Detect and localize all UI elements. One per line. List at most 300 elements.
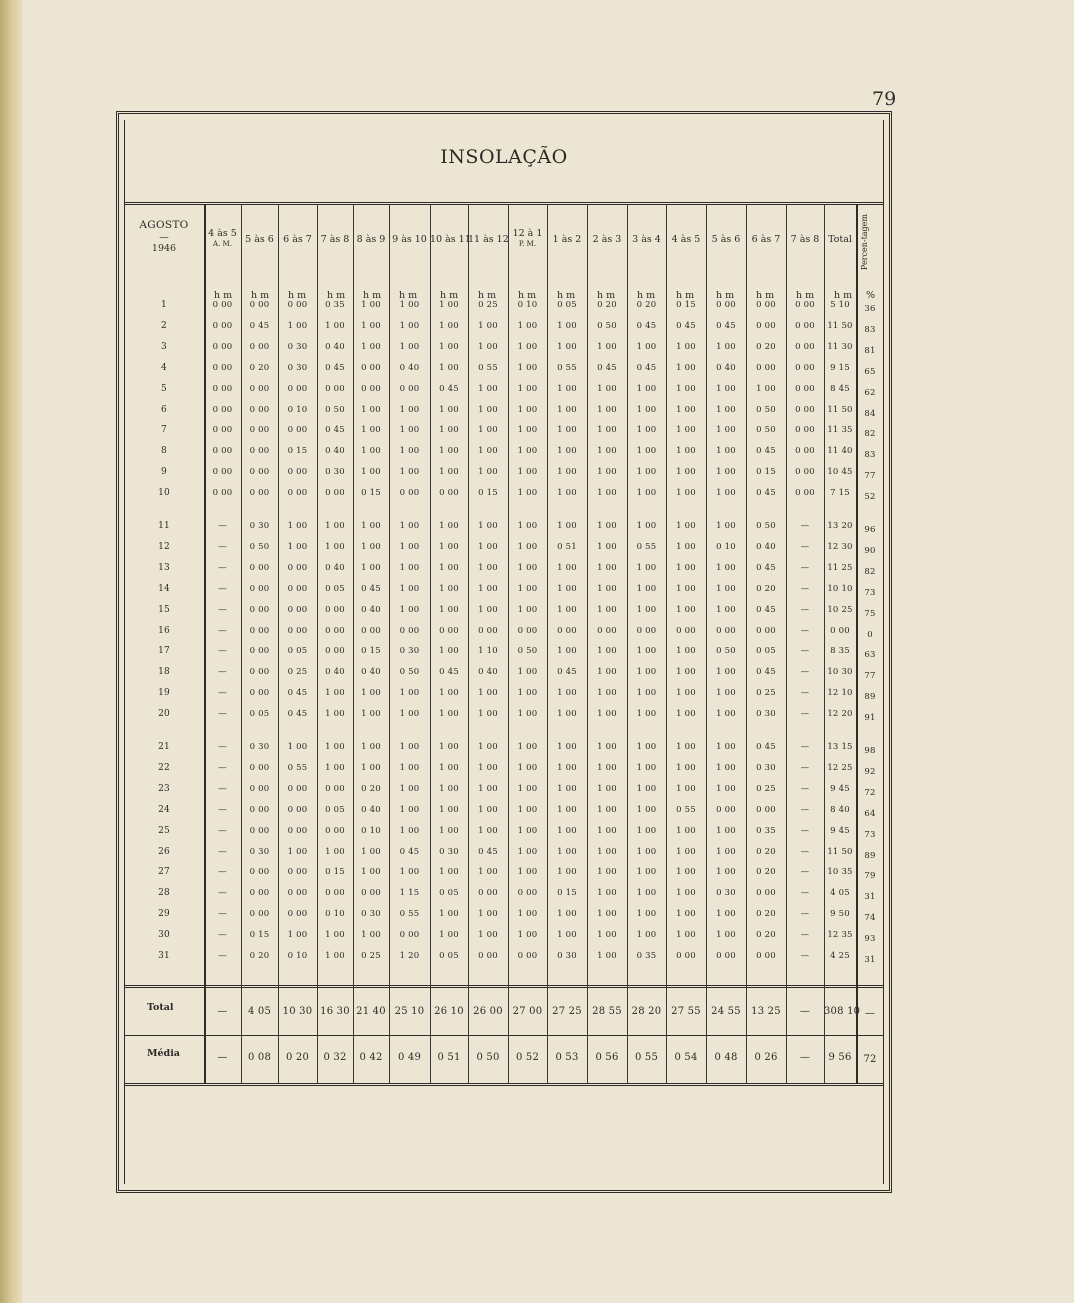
table-cell: 0 00 [756,300,776,310]
table-cell: 0 00 [325,384,345,394]
table-cell: 0 00 [325,646,345,656]
unit-label: h m [288,290,307,301]
row-day: 23 [158,784,170,794]
table-cell: 0 00 [325,626,345,636]
total-cell: — [799,1006,811,1017]
row-percentage: 74 [864,913,876,923]
table-cell: 0 55 [399,909,420,919]
table-cell: 1 00 [557,930,577,940]
table-cell: 1 00 [597,521,617,531]
table-cell: 1 00 [597,888,617,898]
table-cell: 1 15 [399,888,420,898]
table-cell: 1 00 [636,763,657,773]
table-cell: 0 00 [795,384,815,394]
row-day: 15 [158,605,170,615]
table-cell: 0 10 [287,405,308,415]
table-cell: 1 00 [517,467,538,477]
total-cell: 25 10 [394,1006,425,1017]
table-cell: 1 00 [361,521,381,531]
table-cell: 0 25 [756,688,776,698]
unit-label: h m [796,290,815,301]
table-cell: 0 05 [287,646,308,656]
header-col: 6 às 7 [751,234,781,245]
table-cell: 0 00 [716,951,736,961]
table-cell: — [800,805,810,815]
table-cell: 1 00 [325,930,345,940]
table-cell: 0 00 [212,446,233,456]
table-cell: 8 40 [830,805,850,815]
table-cell: 0 00 [439,488,459,498]
table-cell: 1 00 [478,909,498,919]
table-cell: 0 30 [361,909,381,919]
table-cell: 13 15 [827,742,853,752]
table-bottom-rule [124,1083,884,1086]
table-cell: 0 00 [361,363,381,373]
table-cell: 11 50 [827,321,853,331]
table-cell: 1 00 [557,321,577,331]
table-cell: 1 00 [517,488,538,498]
table-cell: 1 00 [399,425,420,435]
row-percentage: 93 [864,934,876,944]
row-percentage: 89 [864,851,876,861]
table-cell: 1 00 [478,742,498,752]
table-cell: 1 00 [439,826,459,836]
table-cell: 0 00 [795,363,815,373]
table-cell: 0 20 [361,784,381,794]
total-cell: 27 55 [671,1006,701,1017]
table-cell: 0 15 [361,646,381,656]
row-percentage: 73 [864,588,876,598]
table-cell: 1 00 [399,584,420,594]
table-cell: 1 00 [716,667,736,677]
table-cell: 0 00 [249,563,270,573]
table-cell: 9 45 [830,784,850,794]
table-cell: 0 50 [756,405,776,415]
table-cell: 1 00 [361,446,381,456]
row-day: 5 [161,384,167,394]
table-cell: 0 00 [212,321,233,331]
table-cell: 0 00 [830,626,850,636]
table-cell: 1 00 [399,784,420,794]
table-cell: — [218,646,227,656]
table-cell: 1 00 [439,300,459,310]
table-cell: 1 00 [676,342,696,352]
unit-label: h m [716,290,735,301]
table-cell: — [800,826,810,836]
table-cell: 0 20 [756,847,776,857]
table-cell: 1 00 [517,805,538,815]
table-cell: 1 00 [716,584,736,594]
table-cell: 0 00 [636,626,657,636]
table-cell: 0 30 [439,847,459,857]
table-cell: 1 00 [636,488,657,498]
table-cell: 0 45 [439,667,459,677]
table-cell: 0 00 [325,784,345,794]
table-cell: 1 00 [597,342,617,352]
row-percentage: 31 [864,892,876,902]
table-cell: 1 00 [676,742,696,752]
row-percentage: 96 [864,525,876,535]
table-cell: 1 00 [517,384,538,394]
table-cell: 0 00 [212,384,233,394]
table-cell: 0 45 [716,321,736,331]
table-cell: 1 00 [399,826,420,836]
table-cell: 0 40 [325,563,345,573]
row-percentage: 72 [864,788,876,798]
table-cell: 0 00 [287,384,308,394]
table-cell: 1 00 [439,584,459,594]
table-cell: — [800,909,810,919]
table-cell: 0 00 [287,805,308,815]
header-col: 8 às 9 [356,234,386,245]
table-cell: 0 55 [557,363,577,373]
table-cell: 0 00 [795,488,815,498]
row-day: 25 [158,826,170,836]
table-cell: 0 00 [249,488,270,498]
header-col: 11 às 12 [468,234,509,245]
table-cell: — [218,888,227,898]
table-cell: 1 00 [676,488,696,498]
table-cell: 0 55 [636,542,657,552]
table-cell: — [800,563,810,573]
table-cell: 1 00 [399,300,420,310]
row-percentage: 83 [864,325,876,335]
total-cell: 16 30 [320,1006,350,1017]
table-cell: 1 00 [287,521,308,531]
table-cell: 1 00 [716,763,736,773]
table-cell: 1 00 [361,342,381,352]
row-day: 30 [158,930,170,940]
table-cell: 1 00 [517,605,538,615]
table-cell: 11 50 [827,405,853,415]
table-cell: 9 45 [830,826,850,836]
table-cell: 0 00 [478,626,498,636]
page-binding-edge [0,0,22,1303]
table-cell: 1 00 [557,742,577,752]
table-cell: 0 00 [795,405,815,415]
row-percentage: 64 [864,809,876,819]
table-cell: 1 00 [361,688,381,698]
table-cell: 0 40 [478,667,498,677]
table-cell: — [218,930,227,940]
table-cell: 0 30 [249,847,270,857]
total-top-rule [124,985,884,988]
table-cell: 0 25 [478,300,498,310]
table-cell: 0 20 [756,909,776,919]
table-cell: 11 50 [827,847,853,857]
table-cell: 1 00 [287,930,308,940]
table-cell: — [800,626,810,636]
row-day: 2 [161,321,167,331]
table-cell: 0 00 [249,584,270,594]
table-cell: 1 00 [478,405,498,415]
table-cell: — [218,542,227,552]
table-cell: 1 00 [478,321,498,331]
table-cell: 0 15 [249,930,270,940]
table-cell: 0 45 [676,321,696,331]
row-percentage: 81 [864,346,876,356]
table-cell: 0 30 [399,646,420,656]
unit-label: h m [676,290,695,301]
table-cell: 1 10 [478,646,498,656]
table-cell: 1 00 [597,909,617,919]
table-cell: 1 00 [325,321,345,331]
row-percentage: 77 [864,471,876,481]
table-cell: 1 00 [597,951,617,961]
header-year: 1946 [151,243,177,254]
table-cell: 0 00 [716,626,736,636]
row-day: 7 [161,425,167,435]
table-cell: 0 00 [249,688,270,698]
table-cell: 1 00 [636,826,657,836]
table-cell: 0 40 [361,605,381,615]
table-cell: 11 40 [827,446,853,456]
table-cell: 1 00 [517,542,538,552]
table-cell: 0 00 [249,805,270,815]
row-day: 18 [158,667,170,677]
table-cell: 1 00 [325,688,345,698]
table-cell: 0 45 [756,563,776,573]
table-cell: 1 00 [399,342,420,352]
table-cell: 1 00 [716,709,736,719]
media-percentage: 72 [863,1054,877,1065]
table-cell: 1 00 [716,688,736,698]
table-cell: 1 00 [557,867,577,877]
unit-label: h m [363,290,382,301]
table-cell: 0 00 [517,888,538,898]
table-cell: 1 00 [517,521,538,531]
row-day: 16 [158,626,170,636]
table-cell: 0 00 [212,363,233,373]
row-percentage: 73 [864,830,876,840]
total-cell: 27 25 [552,1006,582,1017]
table-cell: 1 00 [597,405,617,415]
table-cell: 1 00 [557,425,577,435]
table-cell: 0 45 [636,321,657,331]
table-cell: 1 00 [517,826,538,836]
row-percentage: 82 [864,567,876,577]
table-cell: 0 10 [361,826,381,836]
unit-label: h m [327,290,346,301]
table-cell: 1 00 [439,563,459,573]
table-cell: 1 00 [439,342,459,352]
table-cell: 0 00 [361,626,381,636]
table-cell: 0 45 [597,363,617,373]
table-cell: 1 00 [325,542,345,552]
table-cell: — [800,784,810,794]
table-cell: 0 00 [249,405,270,415]
table-cell: 1 00 [439,688,459,698]
table-cell: 1 00 [557,826,577,836]
table-cell: — [218,742,227,752]
table-cell: 0 40 [325,667,345,677]
table-cell: 11 30 [827,342,853,352]
table-cell: 1 00 [676,909,696,919]
table-cell: 0 30 [249,742,270,752]
media-cell: 0 26 [754,1052,778,1063]
table-cell: 1 00 [636,930,657,940]
table-cell: 0 00 [212,488,233,498]
table-cell: 1 00 [439,521,459,531]
table-cell: 0 45 [756,742,776,752]
table-cell: 0 51 [557,542,577,552]
row-day: 1 [161,300,167,310]
table-cell: — [218,584,227,594]
table-cell: — [218,563,227,573]
table-cell: 1 00 [439,930,459,940]
row-percentage: 62 [864,388,876,398]
unit-label: h m [637,290,656,301]
header-col: 4 às 5 [671,234,701,245]
table-cell: 1 00 [716,425,736,435]
table-cell: 1 00 [597,605,617,615]
table-cell: — [800,584,810,594]
table-cell: 0 00 [517,626,538,636]
table-cell: 1 00 [439,405,459,415]
table-cell: 1 00 [361,321,381,331]
unit-label: h m [597,290,616,301]
row-percentage: 0 [867,630,873,640]
table-cell: 0 00 [287,605,308,615]
table-cell: 1 00 [287,847,308,857]
table-cell: 1 00 [716,909,736,919]
table-cell: 1 00 [478,805,498,815]
table-cell: 1 00 [478,826,498,836]
table-cell: 1 00 [439,742,459,752]
row-day: 28 [158,888,170,898]
table-cell: — [218,763,227,773]
table-cell: 0 30 [557,951,577,961]
table-cell: 12 25 [827,763,853,773]
table-cell: 10 45 [827,467,853,477]
table-cell: 1 00 [478,342,498,352]
table-cell: 0 00 [399,488,420,498]
unit-label: h m [440,290,459,301]
table-cell: 0 05 [439,888,459,898]
table-cell: 1 00 [478,867,498,877]
table-cell: 0 00 [287,626,308,636]
table-cell: 0 45 [325,363,345,373]
table-cell: 0 00 [795,321,815,331]
table-cell: 0 15 [676,300,696,310]
header-col: Total [828,234,852,245]
total-percentage: — [864,1008,876,1019]
header-col: 1 às 2 [552,234,582,245]
media-cell: 0 55 [634,1052,659,1063]
row-day: 24 [158,805,170,815]
table-cell: 0 40 [325,446,345,456]
unit-label: h m [251,290,270,301]
table-cell: 1 00 [597,542,617,552]
row-percentage: 92 [864,767,876,777]
table-cell: 0 20 [249,951,270,961]
table-cell: 0 00 [249,784,270,794]
media-cell: — [799,1052,811,1063]
table-cell: — [218,626,227,636]
total-label: Total [147,1002,174,1013]
table-cell: 1 00 [636,847,657,857]
table-cell: 1 00 [361,467,381,477]
table-cell: 1 00 [557,584,577,594]
table-cell: 0 55 [478,363,498,373]
row-day: 29 [158,909,170,919]
table-cell: 1 00 [676,542,696,552]
row-day: 21 [158,742,170,752]
table-cell: 1 00 [361,930,381,940]
table-cell: 0 00 [676,951,696,961]
row-day: 20 [158,709,170,719]
table-cell: 0 15 [478,488,498,498]
unit-label: h m [214,290,233,301]
table-cell: 12 20 [827,709,853,719]
table-cell: 1 00 [517,709,538,719]
table-cell: 1 00 [361,742,381,752]
table-cell: 11 25 [827,563,853,573]
total-cell: 21 40 [356,1006,386,1017]
table-cell: 1 00 [597,930,617,940]
table-cell: 0 45 [557,667,577,677]
table-cell: 0 05 [325,805,345,815]
row-percentage: 52 [864,492,876,502]
table-cell: 1 00 [399,867,420,877]
table-cell: 1 00 [716,405,736,415]
table-cell: 0 30 [325,467,345,477]
table-cell: 1 00 [636,909,657,919]
table-cell: 1 00 [439,867,459,877]
table-cell: 0 50 [399,667,420,677]
table-cell: 1 00 [716,342,736,352]
table-cell: 1 00 [478,467,498,477]
media-cell: 0 54 [674,1052,698,1063]
table-cell: 1 00 [716,867,736,877]
table-cell: 1 00 [636,384,657,394]
header-am: A. M. [213,240,232,248]
table-cell: 1 00 [325,951,345,961]
table-cell: 1 00 [636,405,657,415]
table-cell: 1 00 [399,563,420,573]
table-cell: 1 00 [716,826,736,836]
table-cell: 1 00 [716,742,736,752]
media-cell: 0 52 [515,1052,540,1063]
table-cell: — [218,909,227,919]
row-percentage: 84 [864,409,876,419]
table-cell: 0 30 [756,763,776,773]
row-percentage: 63 [864,650,876,660]
table-cell: 0 45 [325,425,345,435]
table-cell: 1 00 [716,847,736,857]
table-cell: 1 00 [478,709,498,719]
table-cell: 1 00 [597,488,617,498]
table-cell: 0 00 [756,951,776,961]
table-cell: 0 20 [249,363,270,373]
table-cell: 13 20 [827,521,853,531]
table-cell: 1 00 [636,425,657,435]
table-cell: 1 20 [399,951,420,961]
table-cell: 0 45 [287,709,308,719]
table-cell: 1 00 [399,688,420,698]
table-cell: 1 00 [597,584,617,594]
table-cell: 8 35 [830,646,850,656]
table-cell: 0 50 [756,521,776,531]
table-cell: 1 00 [325,521,345,531]
table-cell: 0 00 [287,467,308,477]
table-cell: 1 00 [597,805,617,815]
table-cell: 0 00 [756,888,776,898]
percent-unit: % [866,290,876,301]
table-cell: 0 00 [249,446,270,456]
table-cell: 1 00 [636,446,657,456]
media-label: Média [147,1048,180,1059]
